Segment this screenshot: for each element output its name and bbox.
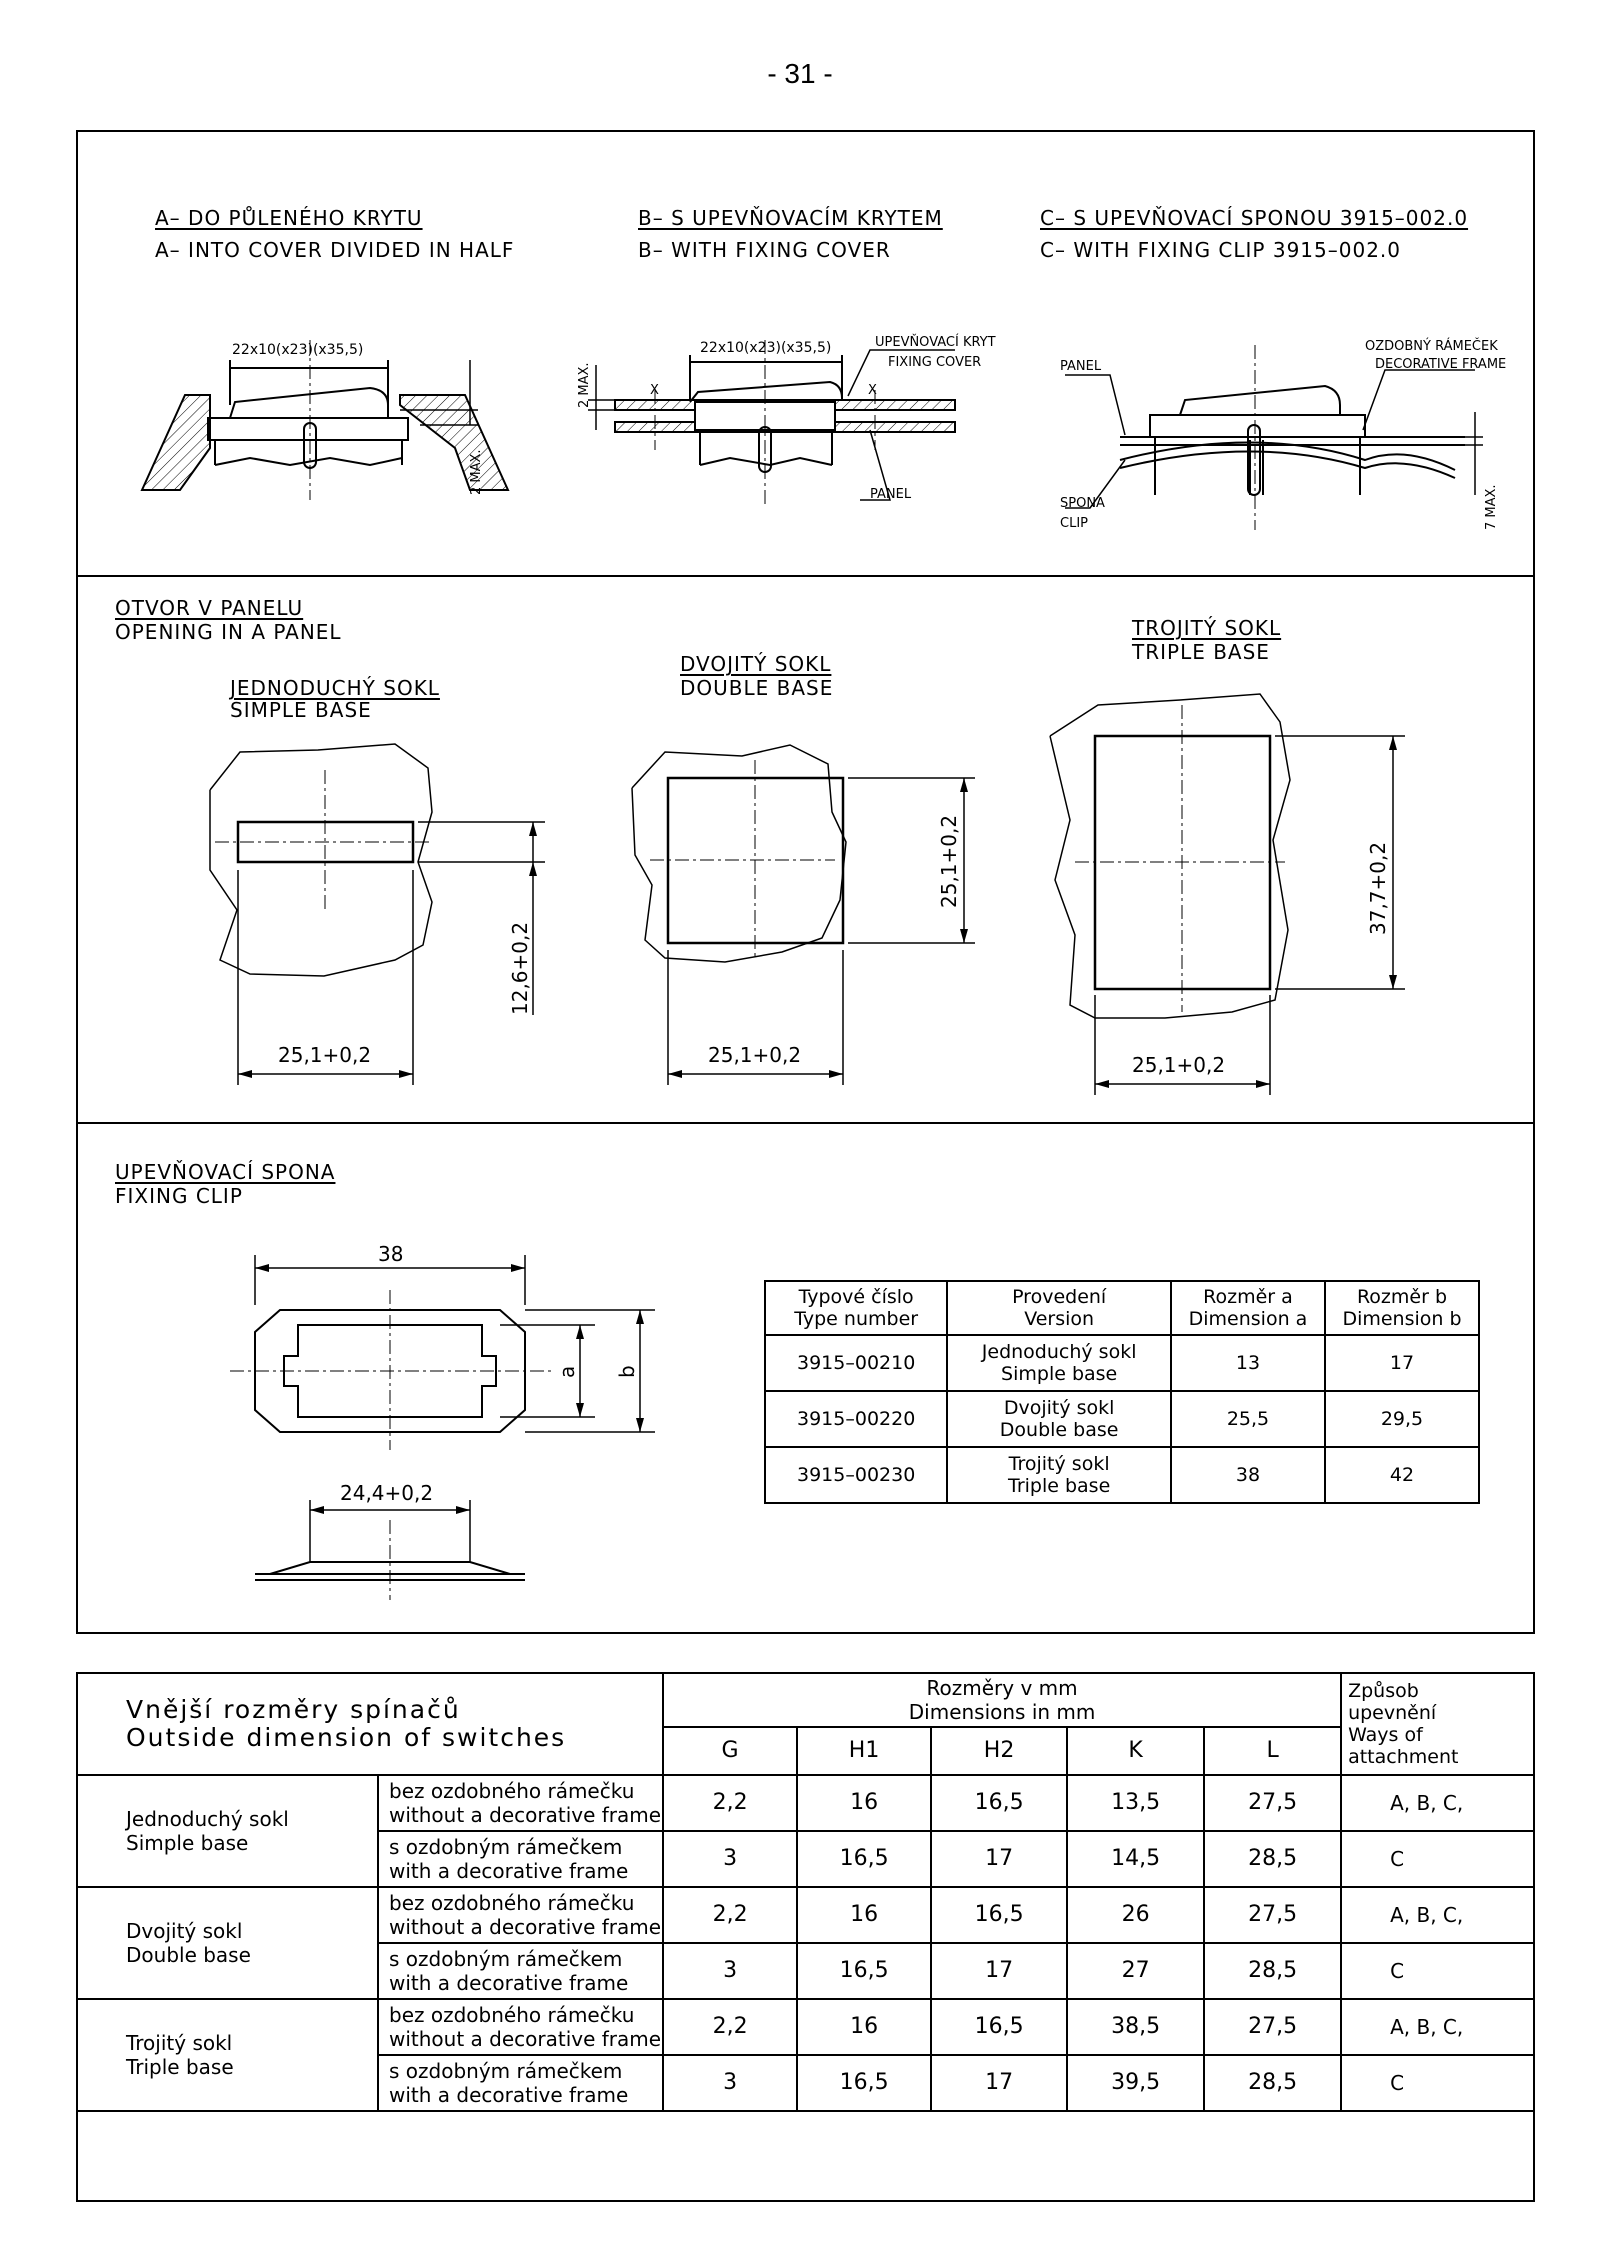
- variant: s ozdobným rámečkem with a decorative frame: [378, 1943, 663, 1999]
- variant: bez ozdobného rámečku without a decorative frame: [378, 1775, 663, 1831]
- cell-l: 28,5: [1204, 1943, 1341, 1999]
- simple-base-cz: JEDNODUCHÝ SOKL: [230, 676, 440, 700]
- col-g: G: [663, 1727, 797, 1775]
- dim-clip-a: a: [555, 1365, 579, 1378]
- dim-simple-w: 25,1+0,2: [278, 1043, 372, 1067]
- cell-g: 2,2: [663, 1775, 797, 1831]
- base-triple: Trojitý sokl Triple base: [77, 1999, 378, 2111]
- triple-base-en: TRIPLE BASE: [1132, 640, 1270, 664]
- col-k: K: [1067, 1727, 1204, 1775]
- col-header-version: Provedení Version: [947, 1281, 1171, 1335]
- label-fixing-cover-en: FIXING COVER: [888, 355, 982, 370]
- cell-type: 3915–00210: [765, 1335, 947, 1391]
- cell-type: 3915–00230: [765, 1447, 947, 1503]
- cell-h1: 16,5: [797, 2055, 931, 2111]
- cell-h1: 16: [797, 1999, 931, 2055]
- dim-clip-b: b: [615, 1365, 639, 1378]
- dim-clip-len: 38: [378, 1242, 404, 1266]
- label-fixing-cover-cz: UPEVŇOVACÍ KRYT: [875, 335, 996, 350]
- dim-triple-h: 37,7+0,2: [1366, 841, 1390, 935]
- clip-table: [764, 1280, 1480, 1504]
- col-h2: H2: [931, 1727, 1067, 1775]
- cell-l: 28,5: [1204, 1831, 1341, 1887]
- col-l: L: [1204, 1727, 1341, 1775]
- label-frame-en: DECORATIVE FRAME: [1375, 357, 1507, 372]
- table-row: [765, 1335, 1479, 1391]
- variant: bez ozdobného rámečku without a decorative frame: [378, 1999, 663, 2055]
- heading-c-en: C– WITH FIXING CLIP 3915–002.0: [1040, 238, 1402, 262]
- table-row: [77, 1775, 1534, 1831]
- cell-h1: 16: [797, 1887, 931, 1943]
- table-row: [765, 1447, 1479, 1503]
- clip-title-cz: UPEVŇOVACÍ SPONA: [115, 1160, 336, 1184]
- dim-triple-w: 25,1+0,2: [1132, 1053, 1226, 1077]
- double-base-cz: DVOJITÝ SOKL: [680, 652, 832, 676]
- cell-h2: 17: [931, 2055, 1067, 2111]
- cell-h2: 16,5: [931, 1775, 1067, 1831]
- base-simple: Jednoduchý sokl Simple base: [77, 1775, 378, 1887]
- cell-g: 2,2: [663, 1887, 797, 1943]
- cell-way: C: [1341, 1831, 1534, 1887]
- cell-k: 38,5: [1067, 1999, 1204, 2055]
- table-row: [77, 1999, 1534, 2055]
- cell-dim-a: 38: [1171, 1447, 1325, 1503]
- label-panel-c: PANEL: [1060, 359, 1102, 374]
- label-frame-cz: OZDOBNÝ RÁMEČEK: [1365, 339, 1498, 354]
- dim-double-w: 25,1+0,2: [708, 1043, 802, 1067]
- col-header-dim-b: Rozměr b Dimension b: [1325, 1281, 1479, 1335]
- cell-k: 27: [1067, 1943, 1204, 1999]
- cell-type: 3915–00220: [765, 1391, 947, 1447]
- cell-l: 27,5: [1204, 1775, 1341, 1831]
- heading-c-cz: C– S UPEVŇOVACÍ SPONOU 3915–002.0: [1040, 206, 1469, 230]
- page-number: - 31 -: [767, 58, 833, 89]
- dim-c-max: 7 MAX.: [1484, 484, 1499, 530]
- cell-g: 3: [663, 2055, 797, 2111]
- col-header-dim-a: Rozměr a Dimension a: [1171, 1281, 1325, 1335]
- triple-base-cz: TROJITÝ SOKL: [1132, 616, 1282, 640]
- cell-k: 14,5: [1067, 1831, 1204, 1887]
- heading-b-en: B– WITH FIXING COVER: [638, 238, 891, 262]
- cell-l: 27,5: [1204, 1887, 1341, 1943]
- cell-k: 26: [1067, 1887, 1204, 1943]
- cell-h1: 16,5: [797, 1943, 931, 1999]
- cell-g: 3: [663, 1943, 797, 1999]
- col-h1: H1: [797, 1727, 931, 1775]
- variant: s ozdobným rámečkem with a decorative frame: [378, 1831, 663, 1887]
- cell-dim-b: 42: [1325, 1447, 1479, 1503]
- dim-a-size: 22x10(x23)(x35,5): [232, 342, 364, 358]
- heading-a-en: A– INTO COVER DIVIDED IN HALF: [155, 238, 515, 262]
- cell-way: A, B, C,: [1341, 1887, 1534, 1943]
- base-double: Dvojitý sokl Double base: [77, 1887, 378, 1999]
- cell-h2: 17: [931, 1831, 1067, 1887]
- cell-l: 28,5: [1204, 2055, 1341, 2111]
- cell-way: A, B, C,: [1341, 1999, 1534, 2055]
- table-title: Vnější rozměry spínačů Outside dimension of switches: [77, 1673, 663, 1775]
- cell-l: 27,5: [1204, 1999, 1341, 2055]
- dimensions-table: [76, 1672, 1535, 2112]
- cell-dim-a: 13: [1171, 1335, 1325, 1391]
- cell-dim-b: 29,5: [1325, 1391, 1479, 1447]
- opening-title-cz: OTVOR V PANELU: [115, 596, 304, 620]
- variant: bez ozdobného rámečku without a decorative frame: [378, 1887, 663, 1943]
- label-clip-en: CLIP: [1060, 516, 1088, 531]
- variant: s ozdobným rámečkem with a decorative frame: [378, 2055, 663, 2111]
- cell-version: Trojitý sokl Triple base: [947, 1447, 1171, 1503]
- double-base-en: DOUBLE BASE: [680, 676, 834, 700]
- dim-double-h: 25,1+0,2: [937, 814, 961, 908]
- label-clip-cz: SPONA: [1060, 496, 1105, 511]
- mark-x-right: X: [868, 383, 877, 398]
- dim-b-max: 2 MAX.: [577, 362, 592, 408]
- heading-a-cz: A– DO PŮLENÉHO KRYTU: [155, 206, 423, 230]
- opening-title-en: OPENING IN A PANEL: [115, 620, 342, 644]
- ways-header: Způsob upevnění Ways of attachment: [1341, 1673, 1534, 1775]
- cell-h2: 17: [931, 1943, 1067, 1999]
- cell-h1: 16,5: [797, 1831, 931, 1887]
- cell-g: 3: [663, 1831, 797, 1887]
- cell-h2: 16,5: [931, 1999, 1067, 2055]
- dim-clip-hole: 24,4+0,2: [340, 1481, 434, 1505]
- cell-k: 39,5: [1067, 2055, 1204, 2111]
- table-row: [77, 1887, 1534, 1943]
- dim-simple-h: 12,6+0,2: [508, 921, 532, 1015]
- cell-g: 2,2: [663, 1999, 797, 2055]
- dim-b-size: 22x10(x23)(x35,5): [700, 340, 832, 356]
- cell-way: C: [1341, 2055, 1534, 2111]
- dims-header: Rozměry v mm Dimensions in mm: [663, 1673, 1341, 1727]
- cell-version: Dvojitý sokl Double base: [947, 1391, 1171, 1447]
- cell-dim-a: 25,5: [1171, 1391, 1325, 1447]
- label-panel-b: PANEL: [870, 487, 912, 502]
- clip-title-en: FIXING CLIP: [115, 1184, 243, 1208]
- cell-h2: 16,5: [931, 1887, 1067, 1943]
- col-header-type: Typové číslo Type number: [765, 1281, 947, 1335]
- heading-b-cz: B– S UPEVŇOVACÍM KRYTEM: [638, 206, 943, 230]
- cell-dim-b: 17: [1325, 1335, 1479, 1391]
- cell-way: A, B, C,: [1341, 1775, 1534, 1831]
- cell-version: Jednoduchý sokl Simple base: [947, 1335, 1171, 1391]
- mark-x-left: X: [650, 383, 659, 398]
- cell-h1: 16: [797, 1775, 931, 1831]
- simple-base-en: SIMPLE BASE: [230, 698, 372, 722]
- cell-k: 13,5: [1067, 1775, 1204, 1831]
- cell-way: C: [1341, 1943, 1534, 1999]
- dim-a-max: 2 MAX.: [469, 449, 484, 495]
- table-row: [765, 1391, 1479, 1447]
